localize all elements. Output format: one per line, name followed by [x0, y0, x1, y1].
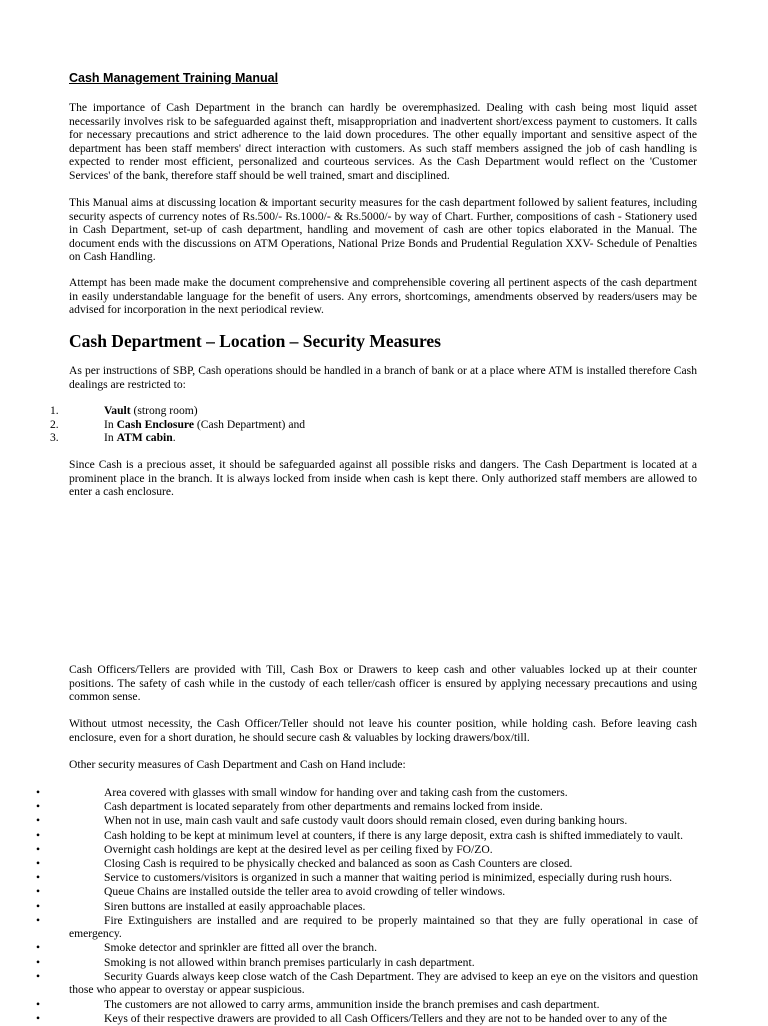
- intro-paragraph-3: Attempt has been made make the document comprehensive and comprehensible covering all pertinent aspects of the cash department in easily understandable language for the benefit of users. Any errors, shortcomings, amendments observed by readers/users may be advised for incorporation in the next periodical review.: [69, 276, 697, 317]
- bullet-icon: •: [36, 1011, 41, 1025]
- bullet-icon: •: [36, 899, 41, 913]
- list-number: 3.: [50, 431, 59, 445]
- bullet-icon: •: [36, 885, 41, 899]
- security-measures-list: [36, 786, 698, 1026]
- bullet-icon: •: [36, 969, 41, 983]
- intro-paragraph-2: This Manual aims at discussing location & important security measures for the cash department followed by salient features, including security aspects of currency notes of Rs.500/- Rs.1000/- & Rs.5000/- by way of Chart. Further, compositions of cash - Stationery used in Cash Department, set-up of cash department, handling and movement of cash are other topics elaborated in the Manual. The document ends with the discussions on ATM Operations, National Prize Bonds and Prudential Regulation XXV- Schedule of Penalties on Cash Handling.: [69, 196, 697, 264]
- list-number: 1.: [50, 404, 59, 417]
- list-bold-term: Cash Enclosure: [116, 417, 194, 431]
- bullet-icon: •: [36, 800, 41, 814]
- list-bold-term: ATM cabin: [116, 431, 173, 445]
- list-item: • Cash holding to be kept at minimum level at counters, if there is any large deposit, extra cash is shifted immediately to vault.: [36, 828, 684, 842]
- bullet-icon: •: [36, 913, 41, 927]
- list-item: • Fire Extinguishers are installed and are required to be properly maintained so that they are fully operational in case of emergency.: [36, 913, 698, 941]
- sbp-paragraph: As per instructions of SBP, Cash operations should be handled in a branch of bank or at a place where ATM is installed therefore Cash dealings are restricted to:: [69, 364, 697, 391]
- precious-asset-paragraph: Since Cash is a precious asset, it should be safeguarded against all possible risks and dangers. The Cash Department is located at a prominent place in the branch. It is always locked from inside when cash is kept there. Only authorized staff members are allowed to enter a cash enclosure.: [69, 458, 697, 499]
- list-item: • When not in use, main cash vault and safe custody vault doors should remain closed, even during banking hours.: [36, 814, 628, 828]
- bullet-icon: •: [36, 856, 41, 870]
- bullet-icon: •: [36, 842, 41, 856]
- list-item: • Siren buttons are installed at easily approachable places.: [36, 899, 366, 913]
- bullet-icon: •: [36, 955, 41, 969]
- list-item: • Service to customers/visitors is organized in such a manner that waiting period is minimized, especially during rush hours.: [36, 871, 673, 885]
- other-measures-intro: Other security measures of Cash Department and Cash on Hand include:: [69, 758, 406, 771]
- list-item: 3. In ATM cabin.: [50, 431, 176, 445]
- bullet-icon: •: [36, 997, 41, 1011]
- list-item: • Overnight cash holdings are kept at the desired level as per ceiling fixed by FO/ZO.: [36, 842, 493, 856]
- document-title: Cash Management Training Manual: [69, 71, 279, 85]
- bullet-icon: •: [36, 814, 41, 828]
- restricted-locations-list: [50, 404, 700, 445]
- intro-paragraph-1: The importance of Cash Department in the branch can hardly be overemphasized. Dealing with cash being most liquid asset necessarily involves risk to be safeguarded against theft, misappropriation and inadvertent short/excess payment to customers. It calls for necessary precautions and strict adherence to the laid down procedures. The other equally important and sensitive aspect of the department has been staff members' direct interaction with customers. As such staff members assigned the job of cash handling is expected to render most efficient, personalized and courteous services. As the Cash Department would reflect on the 'Customer Services' of the bank, therefore staff should be well trained, smart and disciplined.: [69, 101, 697, 182]
- list-item: • Queue Chains are installed outside the teller area to avoid crowding of teller windows.: [36, 885, 506, 899]
- list-item: • Cash department is located separately from other departments and remains locked from inside.: [36, 800, 543, 814]
- list-item: • Closing Cash is required to be physically checked and balanced as soon as Cash Counters are closed.: [36, 856, 573, 870]
- tellers-paragraph: Cash Officers/Tellers are provided with Till, Cash Box or Drawers to keep cash and other valuables locked up at their counter positions. The safety of cash while in the custody of each teller/cash officer is ensured by applying necessary precautions and using common sense.: [69, 663, 697, 704]
- list-item: • Area covered with glasses with small window for handing over and taking cash from the customers.: [36, 786, 568, 799]
- bullet-icon: •: [36, 871, 41, 885]
- counter-position-paragraph: Without utmost necessity, the Cash Officer/Teller should not leave his counter position, while holding cash. Before leaving cash enclosure, even for a short duration, he should secure cash & valuables by locking drawers/box/till.: [69, 717, 697, 744]
- list-number: 2.: [50, 417, 59, 431]
- list-item: • Smoking is not allowed within branch premises particularly in cash department.: [36, 955, 475, 969]
- list-item: • Keys of their respective drawers are provided to all Cash Officers/Tellers and they are not to be handed over to any of the: [36, 1011, 667, 1025]
- list-item: 1. Vault (strong room): [50, 404, 198, 417]
- list-item: 2. In Cash Enclosure (Cash Department) and: [50, 417, 306, 431]
- bullet-icon: •: [36, 941, 41, 955]
- bullet-icon: •: [36, 828, 41, 842]
- list-item: • The customers are not allowed to carry arms, ammunition inside the branch premises and cash department.: [36, 997, 600, 1011]
- list-bold-term: Vault: [104, 404, 131, 417]
- list-item: • Smoke detector and sprinkler are fitted all over the branch.: [36, 941, 377, 955]
- section-heading: Cash Department – Location – Security Measures: [69, 331, 441, 351]
- bullet-icon: •: [36, 786, 41, 799]
- list-item: • Security Guards always keep close watch of the Cash Department. They are advised to keep an eye on the visitors and question those who appear to overstay or appear suspicious.: [36, 969, 698, 997]
